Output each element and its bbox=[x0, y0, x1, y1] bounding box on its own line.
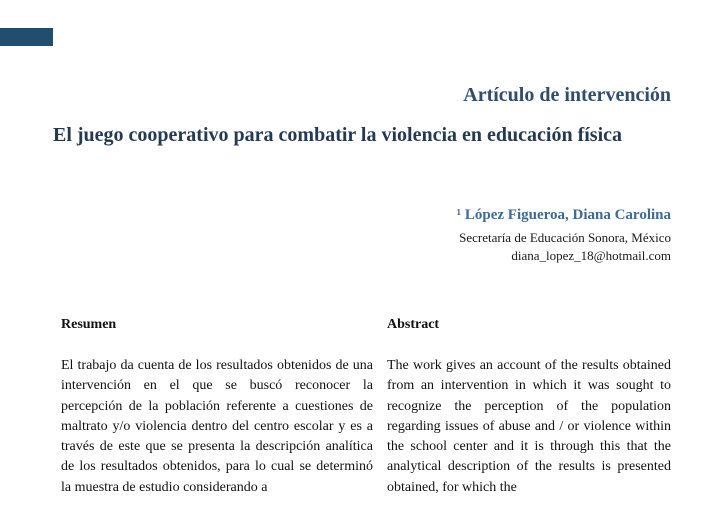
section-type-label: Artículo de intervención bbox=[463, 84, 671, 106]
resumen-column bbox=[61, 316, 373, 506]
header-accent-bar bbox=[0, 28, 53, 46]
abstract-heading: Abstract bbox=[387, 317, 440, 332]
author-affiliation: Secretaría de Educación Sonora, México bbox=[459, 230, 671, 245]
author-email: diana_lopez_18@hotmail.com bbox=[511, 248, 671, 263]
article-title: El juego cooperativo para combatir la violencia en educación física bbox=[53, 124, 623, 146]
abstract-body: The work gives an account of the results obtained from an intervention in which it was sought to recognize the perception of the population regarding issues of abuse and / or violence within the school center and it is through this that the analytical description of the results is presented obtained, for which the bbox=[387, 358, 671, 495]
abstract-column bbox=[387, 316, 671, 506]
author-names: ¹ López Figueroa, Diana Carolina bbox=[456, 207, 671, 223]
resumen-heading: Resumen bbox=[61, 317, 117, 332]
resumen-body: El trabajo da cuenta de los resultados obtenidos de una intervención en el que se buscó reconocer la percepción de la población referente a cuestiones de maltrato y/o violencia dentro del centro escolar y es a través de este que se presenta la descripción analítica de los resultados obtenidos, para lo cual se determinó la muestra de estudio considerando a bbox=[61, 358, 373, 495]
